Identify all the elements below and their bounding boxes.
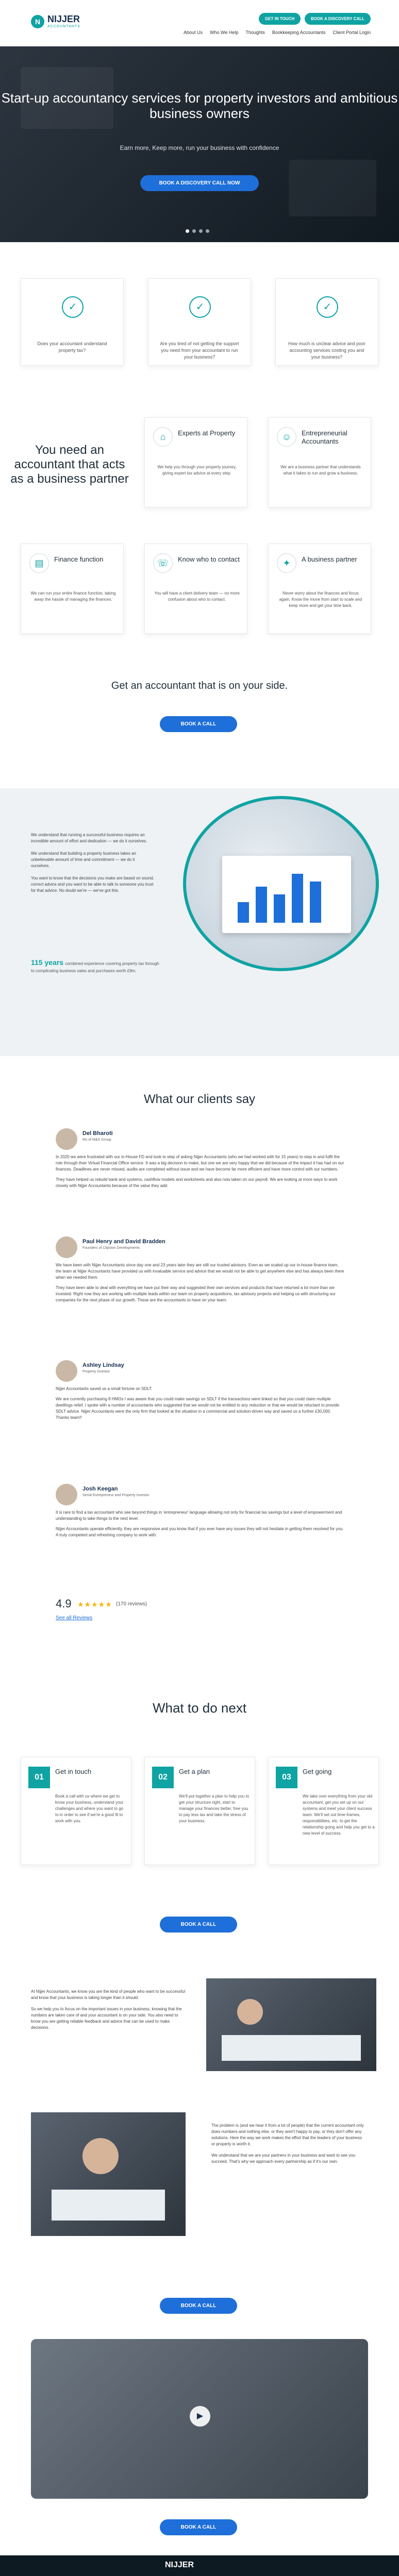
reviewer-role: Serial Entrepreneur and Property Investor	[82, 1494, 149, 1497]
review-count: (170 reviews)	[116, 1601, 147, 1607]
reviewer-name: Josh Keegan	[82, 1486, 118, 1492]
review-paragraph: They have been able to deal with everything we have put their way and suggested their own services and products that have returned a lot more than we invested. Right now they are working with multiple leads within our team on property acquisitions, tax advisory projects and helping us with structuring our companies for the next phase of our growth. These are the accountants to have on your team.	[56, 1285, 336, 1302]
step-number: 02	[152, 1767, 174, 1788]
carousel-dot[interactable]	[199, 229, 203, 233]
step-body: We take over everything from your old accountant, get you set up on our systems and meet your client success team. We'll set out time-frames, responsibilities, etc. to get the relationship going and help you get to a new level of success.	[303, 1794, 375, 1836]
header-cta-group	[259, 13, 371, 25]
reviewer-role: Founders of Clipston Developments	[82, 1246, 140, 1250]
photo-figure	[82, 2138, 119, 2174]
hero-title: Start-up accountancy services for property investors and ambitious business owners	[1, 90, 398, 121]
step-title: Get a plan	[179, 1768, 210, 1775]
step-card	[268, 1757, 379, 1865]
stat-value: 115 years	[31, 958, 64, 967]
avatar	[56, 1236, 77, 1258]
handshake-icon: ✦	[277, 553, 296, 573]
step-title: Get in touch	[55, 1768, 92, 1775]
intro-text	[31, 832, 155, 900]
logo[interactable]	[31, 14, 80, 28]
image-bar	[274, 894, 285, 923]
intro-stat	[31, 958, 160, 974]
story-text	[31, 1989, 186, 2036]
image-bar	[256, 887, 267, 923]
review-paragraph: In 2020 we were frustrated with our in-House FD and took to step of asking Nijjer Accountants (who we had worked with for 15 years) to step in and fulfil the role through their Virtual Financial Office service. It was a big decision to make, but one we are very happy that we did because of the impact it has had on our finances. Deadlines are never missed, audits are completed without issue and we have become far more efficient and have more control with our numbers.	[56, 1155, 344, 1172]
brand-name: NIJJER	[47, 14, 80, 24]
question-card	[148, 278, 251, 366]
question-card	[21, 278, 124, 366]
book-call-button[interactable]: BOOK A CALL	[160, 2298, 237, 2314]
story-text	[211, 2123, 366, 2170]
image-bar	[310, 882, 321, 923]
feature-title: Entrepreneurial Accountants	[302, 429, 347, 445]
person-icon: ☺	[277, 427, 296, 447]
photo-figure	[237, 1999, 263, 2025]
nav-about[interactable]: About Us	[183, 30, 203, 35]
review-body	[56, 1510, 344, 1543]
question-text: Does your accountant understand property tax?	[37, 341, 107, 353]
nav-bookkeeping[interactable]: Bookkeeping Accountants	[272, 30, 326, 35]
feature-card	[144, 544, 247, 634]
carousel-dot[interactable]	[192, 229, 196, 233]
feature-card	[268, 544, 371, 634]
carousel-dots[interactable]	[186, 229, 209, 233]
question-text: Are you tired of not getting the support you need from your accountant to run your business?	[160, 341, 239, 360]
book-call-button[interactable]: BOOK A CALL	[160, 716, 237, 732]
step-number: 01	[28, 1767, 50, 1788]
woman-laptop-photo	[31, 2112, 186, 2236]
review-body	[56, 1262, 344, 1308]
avatar	[56, 1360, 77, 1382]
reviewer-role: Ms of M&S Group	[82, 1138, 111, 1142]
partner-title: You need an accountant that acts as a business partner	[10, 443, 129, 486]
main-nav	[184, 30, 371, 35]
nav-thoughts[interactable]: Thoughts	[245, 30, 265, 35]
feature-title: Finance function	[54, 555, 104, 563]
rating-value: 4.9	[56, 1597, 72, 1610]
image-bar	[292, 874, 303, 923]
carousel-dot[interactable]	[206, 229, 209, 233]
image-bar	[238, 902, 249, 923]
review-paragraph: Nijjer Accountants saved us a small fortune on SDLT.	[56, 1386, 153, 1391]
story-paragraph: So we help you to focus on the important issues in your business, knowing that the numbers are taken care of and your accountant is on your side. You also need to know you are getting reliable feedback and advice that can be used to make decisions.	[31, 2007, 182, 2030]
see-all-reviews-link[interactable]: See all Reviews	[56, 1615, 93, 1621]
hero	[0, 46, 399, 242]
feature-title: Know who to contact	[178, 555, 240, 563]
footer-logo[interactable]: NIJJER	[165, 2561, 194, 2569]
step-card	[21, 1757, 131, 1865]
on-your-side-title: Get an accountant that is on your side.	[111, 680, 288, 691]
logo-mark-icon: N	[31, 15, 44, 28]
question-card	[275, 278, 378, 366]
hero-bg-shape	[289, 160, 376, 216]
brand-sub: ACCOUNTANTS	[47, 25, 80, 28]
review-paragraph: Nijjer Accountants operate efficiently, they are responsive and you know that if you ever have any issues they will not hesitate in getting them resolved for you. A truly competent and refreshing company to work with.	[56, 1527, 344, 1537]
site-header	[0, 0, 399, 46]
intro-paragraph: We understand that building a property business takes an unbelievable amount of time and commitment — we do it ourselves.	[31, 851, 136, 868]
feature-title: Experts at Property	[178, 429, 236, 437]
book-discovery-call-button[interactable]: BOOK A DISCOVERY CALL	[305, 13, 371, 25]
story-paragraph: We understand that we are your partners in your business and want to see you succeed. That's why we approach every partnership as if it's our own.	[211, 2153, 356, 2164]
home-icon: ⌂	[153, 427, 173, 447]
review-body	[56, 1386, 344, 1425]
contact-icon: ☏	[153, 553, 173, 573]
feature-card	[268, 417, 371, 507]
step-body: We'll put together a plan to help you to get your structure right, start to manage your finances better, free you to pay less tax and take the stress of your business.	[179, 1794, 250, 1823]
star-rating-icon: ★★★★★	[77, 1600, 112, 1608]
nav-who-we-help[interactable]: Who We Help	[209, 30, 239, 35]
clients-title: What our clients say	[143, 1092, 256, 1106]
avatar	[56, 1484, 77, 1505]
feature-body: We can run your entire finance function, taking away the hassle of managing the finances.	[30, 591, 116, 602]
review-paragraph: We have been with Nijjer Accountants since day one and 23 years later they are still our trusted advisors. Even as we scaled up our in-house finance team, the team at Nijjer Accountants have provided us with invaluable service and advice that we would not be able to get anywhere else and has always been there when we needed them.	[56, 1263, 344, 1280]
get-in-touch-button[interactable]: GET IN TOUCH	[259, 13, 301, 25]
book-call-button[interactable]: BOOK A CALL	[160, 1917, 237, 1933]
feature-body: Never worry about the finances and focus again. Know the move from start to scale and keep more and get your time back.	[279, 591, 362, 608]
intro-paragraph: We understand that running a successful business requires an incredible amount of effort and dedication — we do it ourselves.	[31, 833, 147, 843]
feature-body: You will have a client delivery team — no more confusion about who to contact.	[154, 591, 240, 602]
chart-icon: ▤	[29, 553, 49, 573]
review-paragraph: It is rare to find a tax accountant who see beyond things in 'entrepreneur' language allowing not only for financial tax savings but a level of empowerment and understanding to take things to the next level.	[56, 1510, 342, 1521]
play-icon[interactable]: ▶	[190, 2406, 210, 2427]
feature-card	[21, 544, 124, 634]
hero-cta-button[interactable]: BOOK A DISCOVERY CALL NOW	[140, 175, 259, 191]
reviewer-name: Ashley Lindsay	[82, 1362, 124, 1368]
photo-table	[222, 2035, 361, 2061]
step-card	[144, 1757, 255, 1865]
chart-screen-image	[222, 856, 351, 933]
site-footer	[0, 2555, 399, 2576]
stat-text: combined experience covering property tax through to complicating business sales and purchases worth £9m.	[31, 961, 159, 973]
step-number: 03	[276, 1767, 297, 1788]
avatar	[56, 1128, 77, 1150]
review-paragraph: They have helped us rebuild bank and systems, cashflow models and worksheets and also now taken on our payroll. We are looking at more ways to work closely with Nijjer Accountants because of the value they add.	[56, 1177, 338, 1188]
nav-client-portal[interactable]: Client Portal Login	[332, 30, 371, 35]
check-icon: ✓	[62, 296, 84, 318]
intro-image	[183, 796, 379, 971]
reviewer-name: Del Bharoti	[82, 1130, 113, 1137]
book-call-button[interactable]: BOOK A CALL	[160, 2519, 237, 2535]
reviewer-name: Paul Henry and David Bradden	[82, 1239, 165, 1245]
story-paragraph: At Nijjer Accountants, we know you are the kind of people who want to be successful and know that your business is taking longer than it should.	[31, 1989, 186, 2000]
next-steps-title: What to do next	[152, 1700, 247, 1716]
review-body	[56, 1154, 344, 1193]
intro-paragraph: You want to know that the decisions you make are based on sound, correct advice and you want to be able to talk to someone you trust for that advice. No doubt we're — we've got this.	[31, 876, 154, 893]
story-paragraph: The problem is (and we hear it from a lot of people) that the current accountant only does numbers and nothing else, or they aren't happy to pay, or they don't offer any solutions. Here the way we work makes the effort that the leaders of your business or property is worth it.	[211, 2123, 364, 2146]
feature-body: We are a business partner that understands what it takes to run and grow a business.	[280, 465, 361, 476]
feature-title: A business partner	[302, 555, 357, 563]
question-text: How much is unclear advice and poor accounting services costing you and your business?	[288, 341, 366, 360]
feature-body: We help you through your property journey, giving expert tax advice at every step.	[157, 465, 237, 476]
reviewer-role: Property Investor	[82, 1370, 110, 1374]
feature-card	[144, 417, 247, 507]
hero-subtitle: Earn more, Keep more, run your business with confidence	[120, 144, 279, 151]
step-body: Book a call with us where we get to know your business, understand your challenges and where you want to go to in order to see if we're a good fit to work with you.	[55, 1794, 124, 1823]
step-title: Get going	[303, 1768, 332, 1775]
review-paragraph: We are currently purchasing 8 HMOs I was aware that you could make savings on SDLT if the transactions were linked so that you could claim multiple dwellings relief. I spoke with a number of accountants who suggested that we would not be entitled to any reduction or that we would be reluctant to provide SDLT advice. Nijjer Accountants were the only firm that looked at the situation in a commercial and solution-driven way and saved us a further £30,000. Thanks team!!	[56, 1397, 340, 1420]
check-icon: ✓	[189, 296, 211, 318]
photo-desk	[52, 2190, 165, 2221]
check-icon: ✓	[317, 296, 338, 318]
carousel-dot[interactable]	[186, 229, 189, 233]
meeting-photo	[206, 1978, 376, 2071]
